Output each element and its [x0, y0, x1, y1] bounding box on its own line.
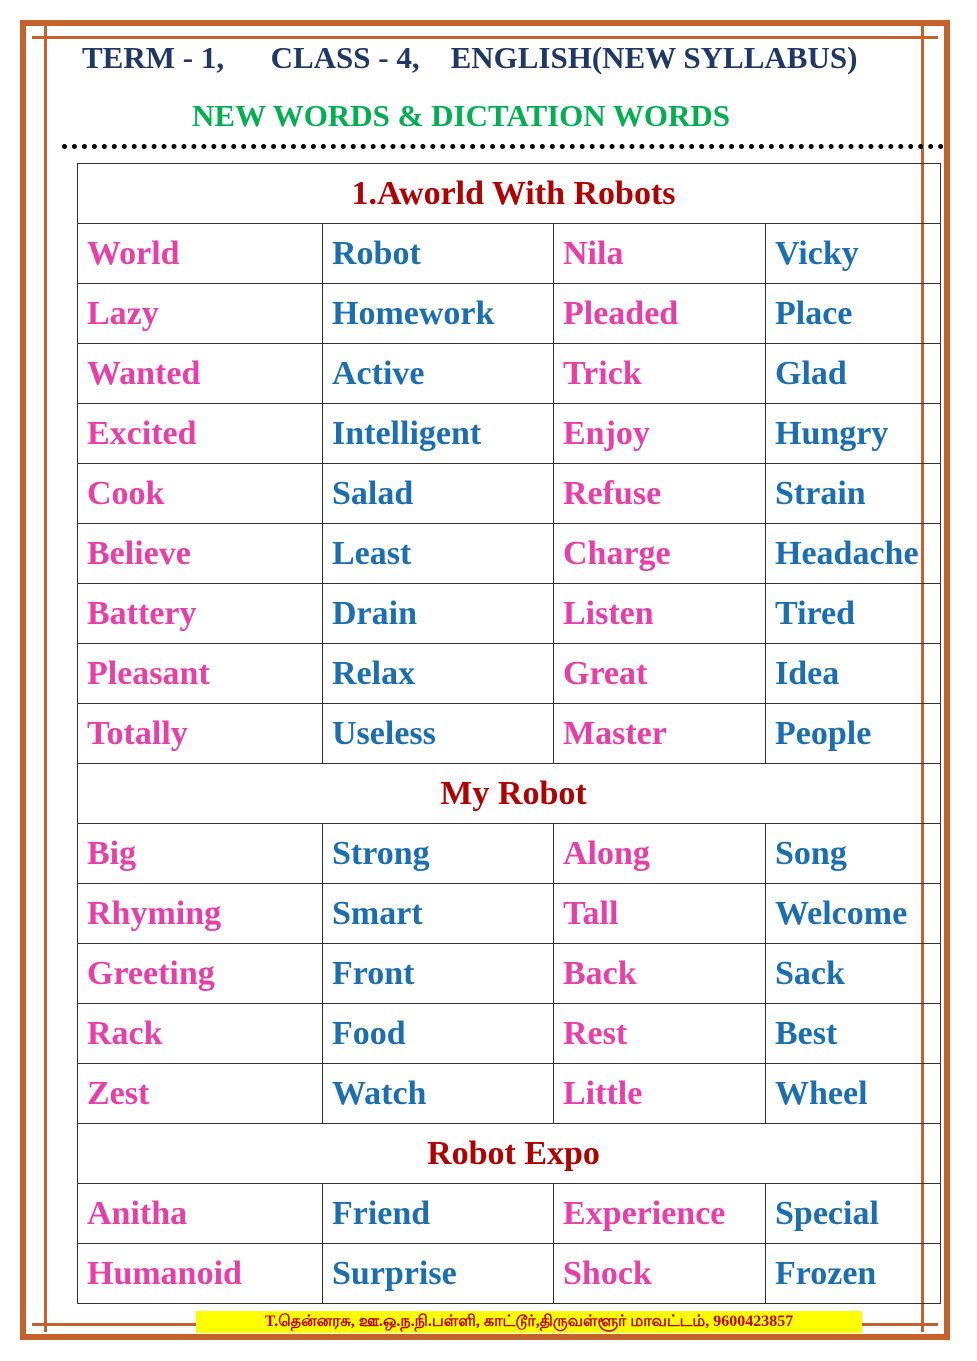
- word-table: [77, 163, 941, 1304]
- word-cell: Smart: [323, 884, 554, 944]
- word-cell: Salad: [323, 464, 554, 524]
- footer-credit: T.தென்னரசு, ஊ.ஒ.ந.நி.பள்ளி, காட்டூர்,திருவள்ளூர் மாவட்டம், 9600423857: [196, 1311, 862, 1333]
- word-cell: Sack: [766, 944, 941, 1004]
- section-title: My Robot: [78, 764, 941, 824]
- word-cell: Greeting: [78, 944, 323, 1004]
- word-cell: Welcome: [766, 884, 941, 944]
- word-cell: Excited: [78, 404, 323, 464]
- word-cell: Great: [554, 644, 766, 704]
- word-cell: Special: [766, 1184, 941, 1244]
- word-cell: World: [78, 224, 323, 284]
- word-row: [78, 644, 941, 704]
- word-cell: Charge: [554, 524, 766, 584]
- word-row: [78, 824, 941, 884]
- word-row: [78, 1004, 941, 1064]
- word-cell: Best: [766, 1004, 941, 1064]
- word-cell: Useless: [323, 704, 554, 764]
- word-cell: Master: [554, 704, 766, 764]
- word-cell: Tired: [766, 584, 941, 644]
- word-row: [78, 944, 941, 1004]
- word-cell: Glad: [766, 344, 941, 404]
- word-cell: Experience: [554, 1184, 766, 1244]
- word-cell: Along: [554, 824, 766, 884]
- word-cell: Strain: [766, 464, 941, 524]
- word-cell: Wanted: [78, 344, 323, 404]
- word-cell: Zest: [78, 1064, 323, 1124]
- section-row: [78, 164, 941, 224]
- word-row: [78, 1184, 941, 1244]
- word-row: [78, 1244, 941, 1304]
- word-cell: Tall: [554, 884, 766, 944]
- word-cell: Rhyming: [78, 884, 323, 944]
- page-subtitle: NEW WORDS & DICTATION WORDS: [192, 98, 731, 133]
- word-cell: People: [766, 704, 941, 764]
- word-cell: Shock: [554, 1244, 766, 1304]
- word-cell: Friend: [323, 1184, 554, 1244]
- word-cell: Homework: [323, 284, 554, 344]
- word-cell: Intelligent: [323, 404, 554, 464]
- word-row: [78, 584, 941, 644]
- word-cell: Back: [554, 944, 766, 1004]
- word-cell: Watch: [323, 1064, 554, 1124]
- word-cell: Enjoy: [554, 404, 766, 464]
- word-cell: Front: [323, 944, 554, 1004]
- section-row: [78, 1124, 941, 1184]
- word-row: [78, 704, 941, 764]
- word-cell: Nila: [554, 224, 766, 284]
- word-cell: Trick: [554, 344, 766, 404]
- word-row: [78, 284, 941, 344]
- word-cell: Cook: [78, 464, 323, 524]
- section-title: Robot Expo: [78, 1124, 941, 1184]
- word-cell: Refuse: [554, 464, 766, 524]
- section-row: [78, 764, 941, 824]
- word-row: [78, 464, 941, 524]
- section-title: 1.Aworld With Robots: [78, 164, 941, 224]
- word-row: [78, 884, 941, 944]
- word-cell: Little: [554, 1064, 766, 1124]
- word-cell: Active: [323, 344, 554, 404]
- word-cell: Humanoid: [78, 1244, 323, 1304]
- word-cell: Believe: [78, 524, 323, 584]
- word-cell: Surprise: [323, 1244, 554, 1304]
- word-cell: Strong: [323, 824, 554, 884]
- word-cell: Relax: [323, 644, 554, 704]
- word-cell: Robot: [323, 224, 554, 284]
- dotted-divider: [62, 144, 944, 149]
- word-cell: Song: [766, 824, 941, 884]
- word-cell: Listen: [554, 584, 766, 644]
- word-cell: Rest: [554, 1004, 766, 1064]
- word-row: [78, 404, 941, 464]
- word-row: [78, 344, 941, 404]
- word-row: [78, 524, 941, 584]
- word-cell: Battery: [78, 584, 323, 644]
- word-cell: Food: [323, 1004, 554, 1064]
- word-cell: Totally: [78, 704, 323, 764]
- word-row: [78, 1064, 941, 1124]
- word-cell: Frozen: [766, 1244, 941, 1304]
- word-cell: Pleasant: [78, 644, 323, 704]
- word-cell: Big: [78, 824, 323, 884]
- word-cell: Lazy: [78, 284, 323, 344]
- word-cell: Drain: [323, 584, 554, 644]
- word-cell: Headache: [766, 524, 941, 584]
- page-title: TERM - 1, CLASS - 4, ENGLISH(NEW SYLLABUS): [82, 40, 858, 75]
- word-cell: Vicky: [766, 224, 941, 284]
- word-cell: Anitha: [78, 1184, 323, 1244]
- word-row: [78, 224, 941, 284]
- word-cell: Hungry: [766, 404, 941, 464]
- word-cell: Least: [323, 524, 554, 584]
- word-cell: Wheel: [766, 1064, 941, 1124]
- word-cell: Rack: [78, 1004, 323, 1064]
- word-cell: Idea: [766, 644, 941, 704]
- word-cell: Pleaded: [554, 284, 766, 344]
- word-cell: Place: [766, 284, 941, 344]
